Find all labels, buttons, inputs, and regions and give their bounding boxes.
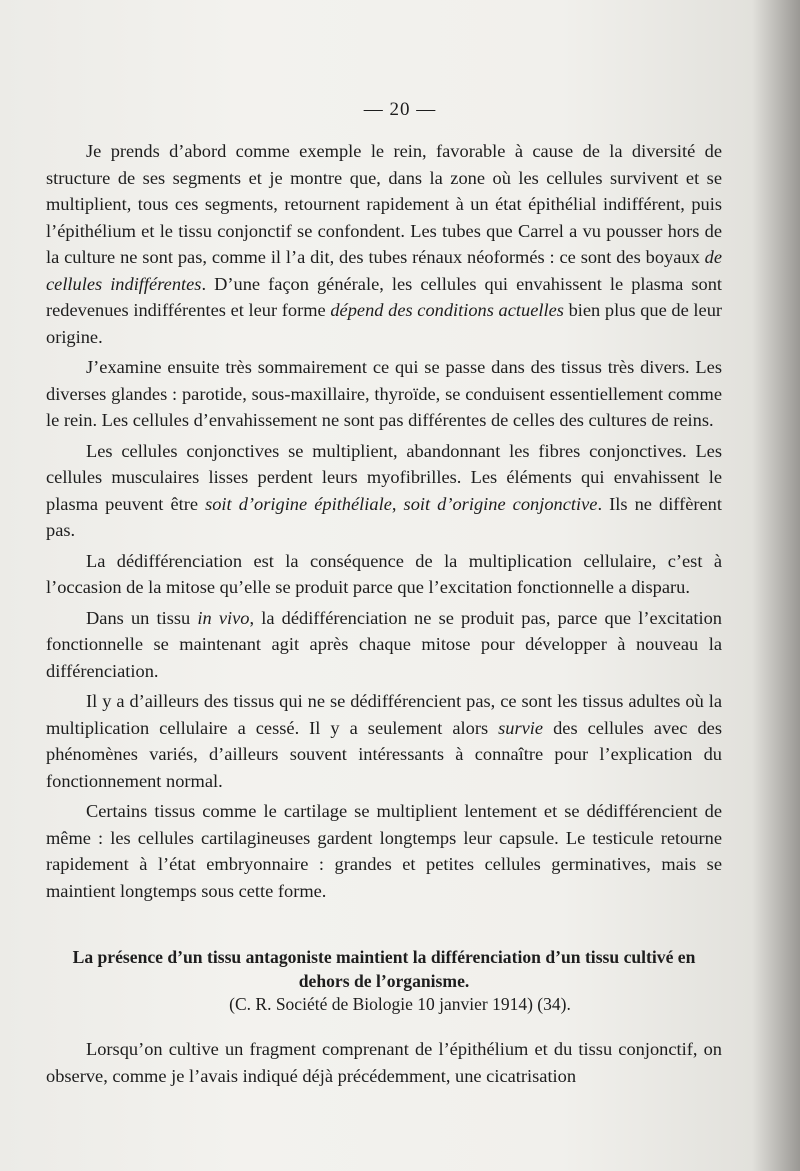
italic-run: in vivo [197, 607, 250, 628]
text-run: des cellules avec des phénomènes variés, d’ailleurs souvent intéressants à connaître pour l’explication du fonctionnement normal. [46, 717, 722, 791]
text-run: Dans un tissu [86, 607, 198, 628]
paragraph [46, 138, 722, 350]
text-run: Certains tissus comme le cartilage se multiplient lentement et se dédifférencient de même : les cellules cartilagineuses gardent longtemps leur capsule. Le testicule retourne rapidement à l’état embryonnaire : grandes et petites cellules germinatives, mais se maintient longtemps sous cette forme. [46, 801, 722, 901]
closing-text [46, 1036, 722, 1093]
italic-run: dépend des conditions actuelles [330, 300, 564, 320]
text-run: . D’une façon générale, les cellules qui envahissent le plasma sont redevenues indifférentes et leur forme [46, 273, 722, 320]
text-run: Les cellules conjonctives se multiplient, abandonnant les fibres conjonctives. Les cellules musculaires lisses perdent leurs myofibrilles. Les éléments qui envahissent le plasma peuvent être [46, 440, 722, 514]
section-citation: (C. R. Société de Biologie 10 janvier 1914) (34). [229, 994, 571, 1014]
paragraph [46, 798, 722, 904]
section-heading: La présence d’un tissu antagoniste maintient la différenciation d’un tissu cultivé en dehors de l’organisme. [72, 947, 696, 991]
text-run: . Ils ne diffèrent pas. [46, 493, 722, 540]
paragraph [46, 354, 722, 434]
text-run: , [391, 493, 404, 514]
text-run: bien plus que de leur origine. [46, 300, 723, 347]
italic-run: de cellules indifférentes [46, 247, 722, 294]
italic-run: soit d’origine conjonctive [403, 493, 598, 514]
text-run: Il y a d’ailleurs des tissus qui ne se dédifférencient pas, ce sont les tissus adultes où la multiplication cellulaire a cessé. Il y a seulement alors [46, 691, 722, 738]
text-run: Je prends d’abord comme exemple le rein, favorable à cause de la diversité de structure de ses segments et je montre que, dans la zone où les cellules survivent et se multiplient, tous ces segments, retournent rapidement à un état épithélial indifférent, puis l’épithélium et le tissu conjonctif se confondent. Les tubes que Carrel a vu pousser hors de la culture ne sont pas, comme il l’a dit, des tubes rénaux néoformés : ce sont des boyaux [46, 141, 722, 267]
text-run: La dédifférenciation est la conséquence de la multiplication cellulaire, c’est à l’occasion de la mitose qu’elle se produit parce que l’excitation fonctionnelle a disparu. [46, 550, 722, 597]
italic-run: soit d’origine épithéliale [205, 493, 392, 514]
page-number: — 20 — [363, 99, 437, 120]
text-run: , la dédifférenciation ne se produit pas, parce que l’excitation fonctionnelle se maintenant agit après chaque mitose pour développer à nouveau la différenciation. [46, 607, 722, 681]
paragraph [46, 548, 722, 601]
body-text [46, 138, 722, 908]
paragraph [46, 605, 722, 685]
text-run: J’examine ensuite très sommairement ce qui se passe dans des tissus très divers. Les diverses glandes : parotide, sous-maxillaire, thyroïde, se conduisent essentiellement comme le rein. Les cellules d’envahissement ne sont pas différentes de celles des cultures de reins. [46, 357, 722, 430]
italic-run: survie [498, 717, 544, 738]
paragraph [46, 438, 722, 544]
paragraph [46, 1036, 722, 1089]
text-run: Lorsqu’on cultive un fragment comprenant de l’épithélium et du tissu conjonctif, on observe, comme je l’avais indiqué déjà précédemment, une cicatrisation [46, 1039, 722, 1086]
paragraph [46, 688, 722, 794]
